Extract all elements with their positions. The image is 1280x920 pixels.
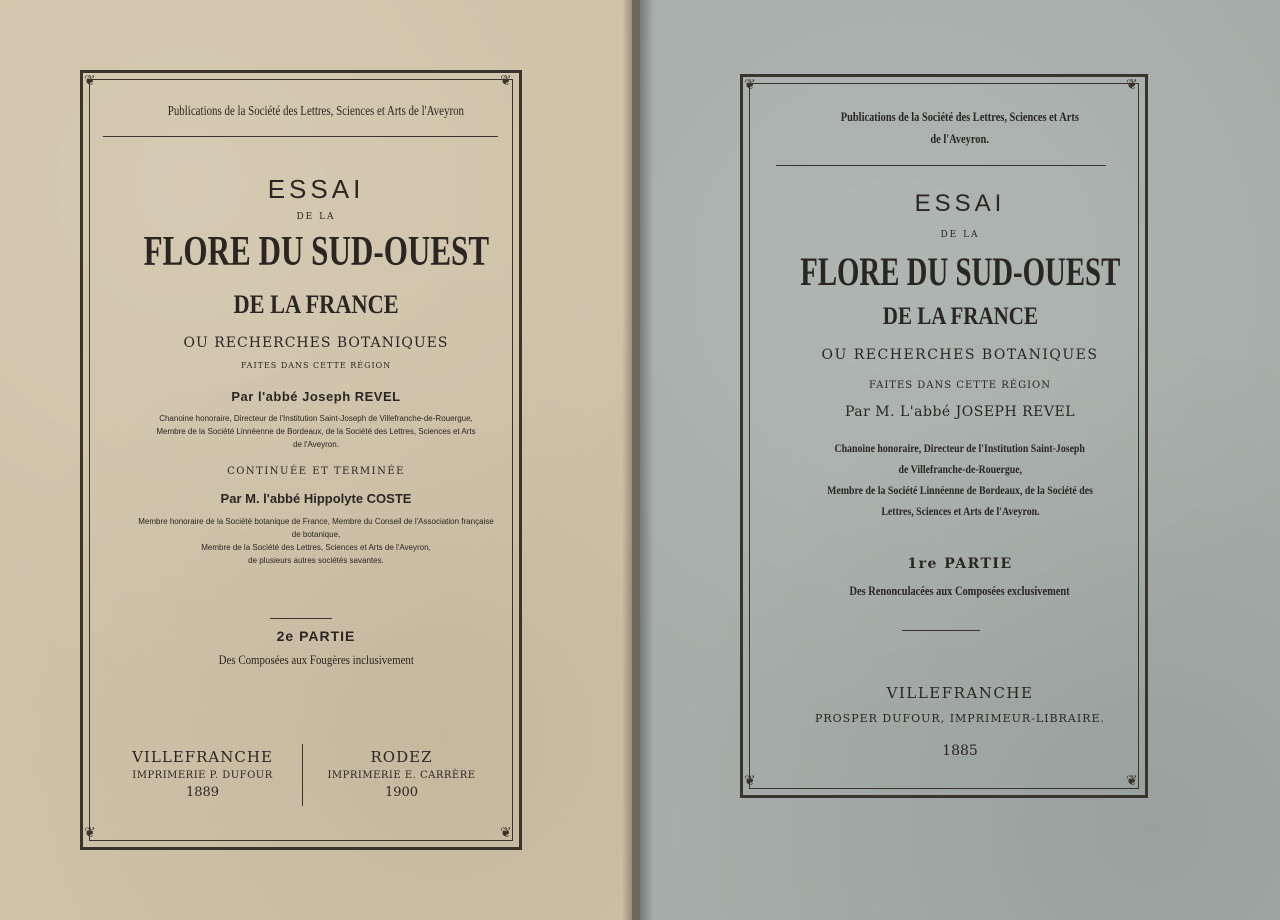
right-printer: PROSPER DUFOUR, IMPRIMEUR-LIBRAIRE. xyxy=(814,712,1106,725)
left-coauthor-line: Par M. l'abbé Hippolyte COSTE xyxy=(220,491,412,506)
corner-ornament-icon: ❦ xyxy=(500,73,512,89)
right-publication-rule xyxy=(776,165,1106,166)
corner-ornament-icon: ❦ xyxy=(1126,773,1138,789)
left-faites: FAITES DANS CETTE RÉGION xyxy=(240,361,392,370)
right-subtitle: DE LA FRANCE xyxy=(882,303,1038,330)
left-imprint-rodez: RODEZ IMPRIMERIE E. CARRÈRE 1900 xyxy=(327,748,476,800)
left-imprint-divider xyxy=(302,744,303,806)
left-coauthor-desc: Membre honoraire de la Société botanique de France, Membre du Conseil de l'Association française de botanique, Membre de la Société des Lettres, Sciences et Arts de l'Aveyron, de plusieurs autres sociétés savantes. xyxy=(138,517,494,565)
left-part-desc: Des Composées aux Fougères inclusivement xyxy=(218,652,414,667)
left-de-la: DE LA xyxy=(296,212,336,222)
right-part-desc: Des Renonculacées aux Composées exclusivement xyxy=(849,583,1071,598)
right-part-label: 1re PARTIE xyxy=(907,556,1013,572)
right-book-cover xyxy=(640,0,1280,920)
corner-ornament-icon: ❦ xyxy=(84,73,96,89)
left-essai-heading: ESSAI xyxy=(267,174,365,204)
right-city: VILLEFRANCHE xyxy=(886,684,1034,702)
corner-ornament-icon: ❦ xyxy=(500,825,512,841)
left-continuee: CONTINUÉE ET TERMINÉE xyxy=(227,466,405,477)
corner-ornament-icon: ❦ xyxy=(744,773,756,789)
corner-ornament-icon: ❦ xyxy=(84,825,96,841)
left-subtitle: DE LA FRANCE xyxy=(233,290,399,319)
right-year: 1885 xyxy=(942,743,978,759)
left-part-rule xyxy=(270,618,332,619)
left-main-title: FLORE DU SUD-OUEST xyxy=(143,229,489,275)
right-author-line: Par M. L'abbé JOSEPH REVEL xyxy=(844,404,1076,420)
left-book-cover xyxy=(0,0,632,920)
left-author-desc: Chanoine honoraire, Directeur de l'Institution Saint-Joseph de Villefranche-de-Rouergue, Membre de la Société Linnéenne de Bordeaux, de la Société des Lettres, Sciences et Arts de l'Aveyron. xyxy=(156,414,476,449)
left-author-line: Par l'abbé Joseph REVEL xyxy=(231,389,401,404)
right-recherches: OU RECHERCHES BOTANIQUES xyxy=(821,347,1099,363)
left-recherches: OU RECHERCHES BOTANIQUES xyxy=(183,335,449,351)
left-publication-rule xyxy=(103,136,498,137)
right-faites: FAITES DANS CETTE RÉGION xyxy=(869,380,1051,391)
corner-ornament-icon: ❦ xyxy=(1126,77,1138,93)
right-part-rule xyxy=(902,630,980,631)
right-de-la: DE LA xyxy=(940,230,980,240)
right-publication-line: Publications de la Société des Lettres, Sciences et Arts de l'Aveyron. xyxy=(840,109,1080,146)
left-imprint-villefranche: VILLEFRANCHE IMPRIMERIE P. DUFOUR 1889 xyxy=(132,748,273,800)
right-author-desc: Chanoine honoraire, Directeur de l'Institution Saint-Joseph de Villefranche-de-Rouergue, Membre de la Société Linnéenne de Bordeaux, de la Société des Lettres, Sciences et Arts de l'Aveyron. xyxy=(827,441,1093,518)
left-publication-line: Publications de la Société des Lettres, Sciences et Arts de l'Aveyron xyxy=(167,104,465,119)
left-part-label: 2e PARTIE xyxy=(276,628,356,644)
right-essai-heading: ESSAI xyxy=(914,190,1006,217)
right-main-title: FLORE DU SUD-OUEST xyxy=(799,249,1121,294)
corner-ornament-icon: ❦ xyxy=(744,77,756,93)
